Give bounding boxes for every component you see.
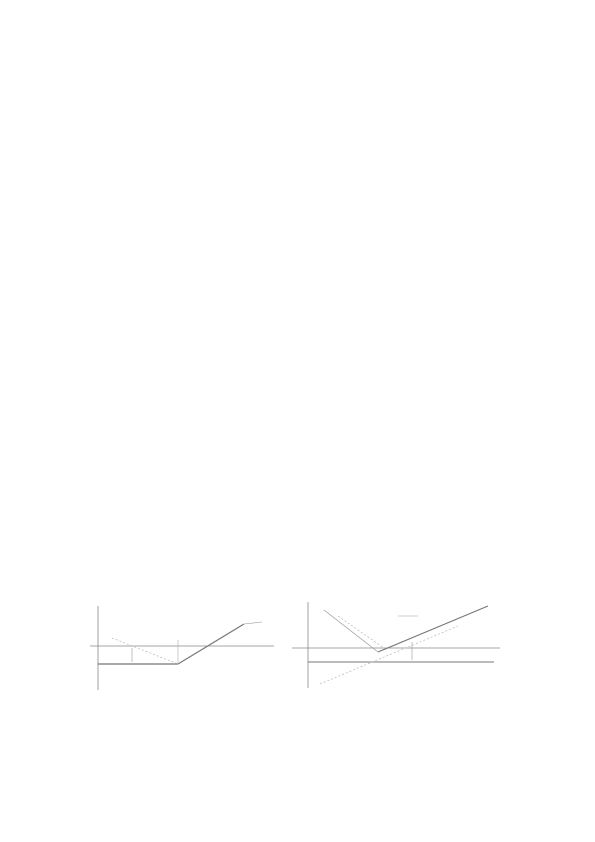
dashed-diagonal (320, 626, 458, 684)
figure-right (288, 596, 510, 700)
dashed-guide (112, 638, 178, 664)
figure-left (84, 600, 284, 700)
leader-line (244, 622, 262, 624)
rising-line (378, 606, 488, 652)
diagonal-line (324, 610, 378, 652)
dashed-diagonal-2 (338, 616, 384, 648)
rising-segment (178, 624, 244, 664)
